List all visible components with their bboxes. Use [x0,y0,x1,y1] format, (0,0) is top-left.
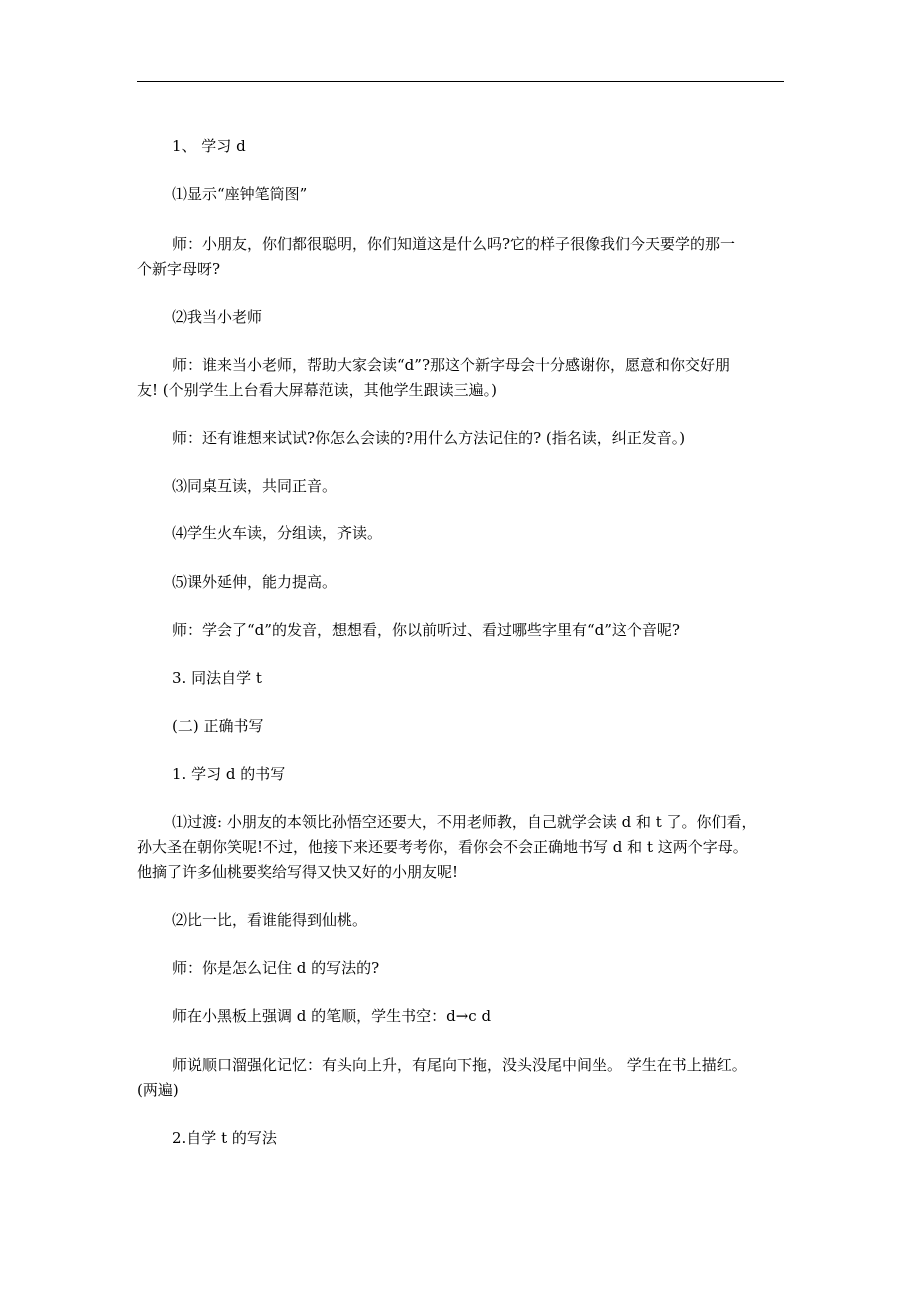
paragraph-line: 师：小朋友，你们都很聪明，你们知道这是什么吗?它的样子很像我们今天要学的那一 [172,235,736,253]
step-little-teacher: ⑵我当小老师 [172,308,263,326]
header-rule [137,81,784,82]
heading-learn-d: 1、 学习 d [172,137,246,155]
step-extension: ⑸课外延伸，能力提高。 [172,573,338,591]
step-self-learn-t: 3. 同法自学 t [172,669,262,687]
teacher-remember-d: 师：你是怎么记住 d 的写法的? [172,959,380,977]
paragraph-line: 孙大圣在朝你笑呢!不过，他接下来还要考考你，看你会不会正确地书写 d 和 t 这两个字母。 [137,838,748,856]
stroke-order-paragraph: 师在小黑板上强调 d 的笔顺，学生书空：d→c d [172,1007,492,1025]
teacher-sound-paragraph: 师：学会了“d”的发音，想想看，你以前听过、看过哪些字里有“d”这个音呢? [172,621,680,639]
step-show-clock-image: ⑴显示“座钟笔筒图” [172,185,308,203]
step-desk-mates: ⑶同桌互读，共同正音。 [172,477,338,495]
step-write-d: 1. 学习 d 的书写 [172,765,286,783]
section-correct-writing: (二) 正确书写 [172,717,264,735]
paragraph-line: ⑴过渡: 小朋友的本领比孙悟空还要大，不用老师教，自己就学会读 d 和 t 了。你们看， [172,813,757,831]
paragraph-line: 师说顺口溜强化记忆：有头向上升，有尾向下拖，没头没尾中间坐。 学生在书上描红。 [172,1056,747,1074]
teacher-question-paragraph [137,232,784,282]
teacher-read-d-paragraph [137,353,784,403]
paragraph-line: (两遍) [137,1081,179,1099]
teacher-try-paragraph: 师：还有谁想来试试?你怎么会读的?用什么方法记住的? (指名读，纠正发音。) [172,429,686,447]
step-self-learn-t-writing: 2.自学 t 的写法 [172,1129,277,1147]
step-compare: ⑵比一比，看谁能得到仙桃。 [172,911,368,929]
transition-paragraph [137,810,784,885]
paragraph-line: 他摘了许多仙桃要奖给写得又快又好的小朋友呢! [137,863,459,881]
paragraph-line: 个新字母呀? [137,260,221,278]
rhyme-paragraph [137,1053,784,1103]
paragraph-line: 友! (个别学生上台看大屏幕范读，其他学生跟读三遍。) [137,381,498,399]
paragraph-line: 师：谁来当小老师，帮助大家会读“d”?那这个新字母会十分感谢你，愿意和你交好朋 [172,356,730,374]
step-train-reading: ⑷学生火车读，分组读，齐读。 [172,524,383,542]
